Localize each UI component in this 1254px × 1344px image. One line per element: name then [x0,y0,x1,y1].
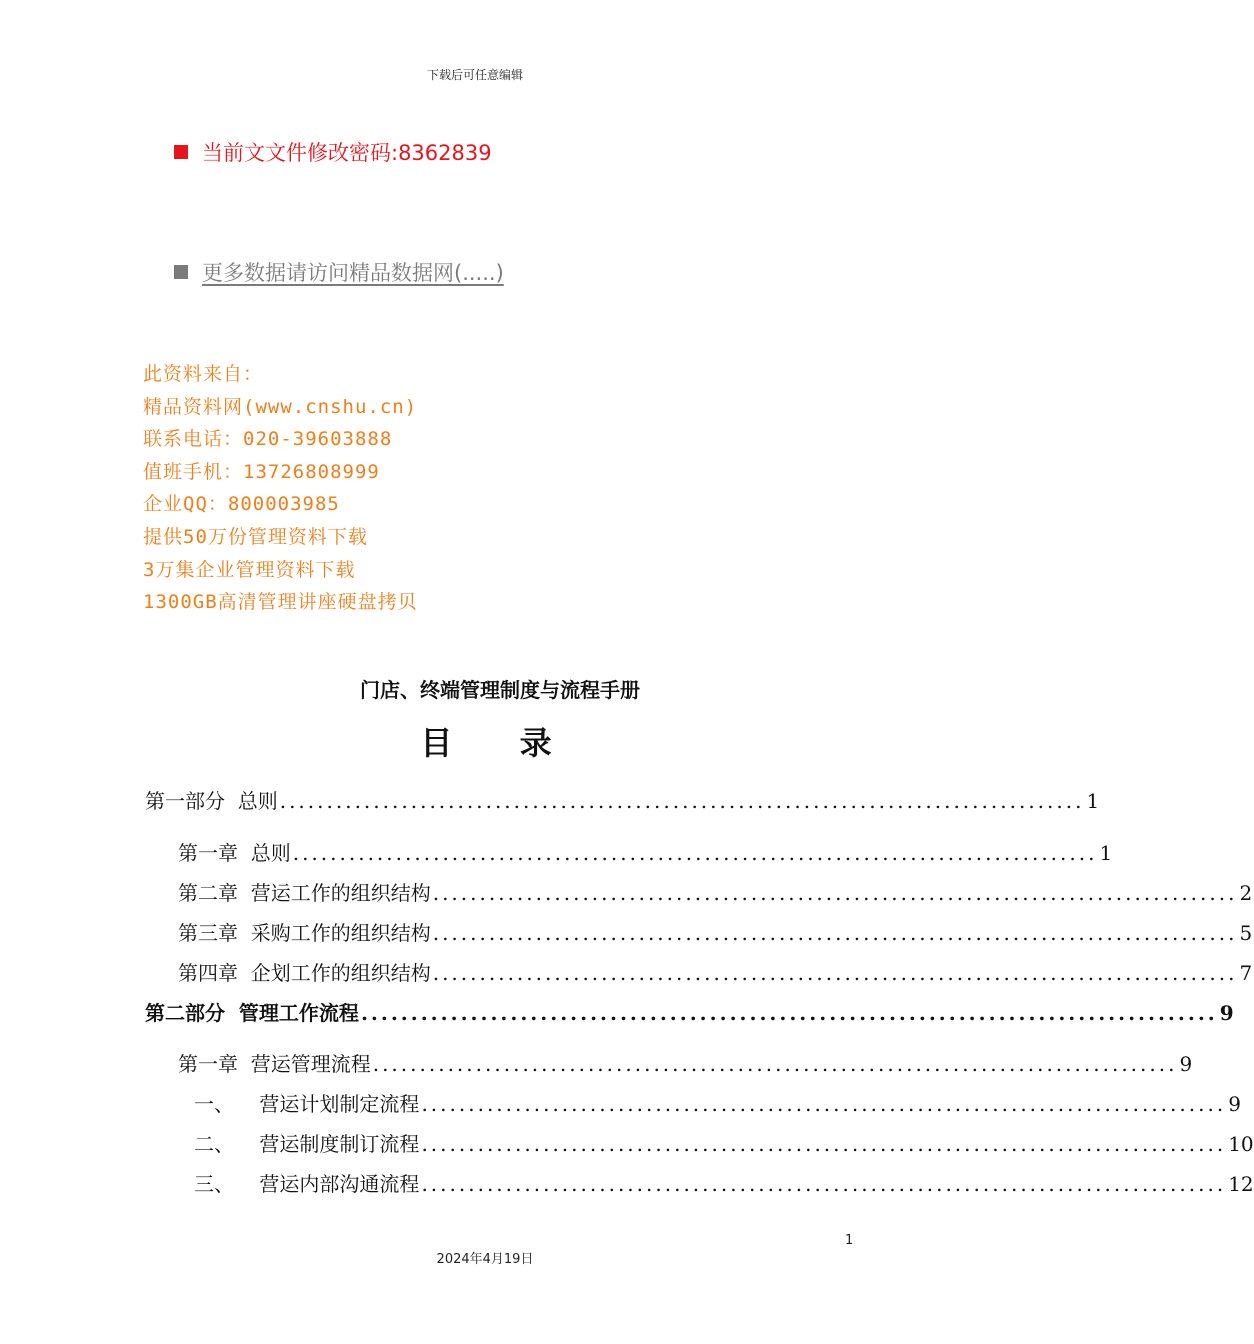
toc-entry[interactable] [194,1128,1254,1157]
toc-entry[interactable] [145,785,1100,814]
toc-entry-leader: ...................................................................................... [360,1001,1218,1025]
toc-entry-page: 1 [1086,789,1100,813]
toc-entry[interactable] [178,1048,1193,1077]
toc-entry-label: 第二部分 管理工作流程 [145,1001,359,1025]
toc-entry-label: 第二章 营运工作的组织结构 [178,881,431,905]
toc-entry-leader: ...................................................................................... [292,841,1098,865]
toc-entry-page: 9 [1179,1052,1193,1076]
toc-entry-leader: ...................................................................................... [432,961,1238,985]
more-data-notice[interactable] [174,257,504,287]
toc-entry[interactable] [194,1168,1254,1197]
toc-entry-page: 7 [1239,961,1253,985]
source-line: 联系电话：020-39603888 [143,428,393,451]
toc-entry[interactable] [178,877,1253,906]
toc-heading: 目 录 [420,724,580,762]
source-info-block [143,358,418,619]
password-notice [174,137,492,167]
toc-entry-label: 第三章 采购工作的组织结构 [178,921,431,945]
toc-entry-leader: ...................................................................................... [421,1092,1227,1116]
toc-entry-page: 2 [1239,881,1253,905]
toc-entry-leader: ...................................................................................... [421,1132,1227,1156]
toc-entry-page: 12 [1228,1172,1254,1196]
source-line: 精品资料网(www.cnshu.cn) [143,395,418,418]
toc-entry-leader: ...................................................................................... [432,921,1238,945]
toc-entry[interactable] [194,1088,1241,1117]
toc-entry-page: 5 [1239,921,1253,945]
password-notice-text: 当前文文件修改密码:8362839 [202,141,492,165]
source-line: 企业QQ：800003985 [143,493,340,516]
toc-entry[interactable] [178,837,1113,866]
toc-entry-page: 9 [1219,1001,1234,1025]
toc-entry[interactable] [178,957,1253,986]
toc-entry[interactable] [145,997,1234,1026]
source-line: 1300GB高清管理讲座硬盘拷贝 [143,591,418,614]
square-bullet-icon [174,145,188,159]
square-bullet-icon [174,265,188,279]
toc-entry-label: 第一部分 总则 [145,789,278,813]
toc-entry-page: 9 [1228,1092,1241,1116]
toc-entry-label: 一、 营运计划制定流程 [194,1092,420,1116]
toc-entry-leader: ...................................................................................... [372,1052,1178,1076]
header-note: 下载后可任意编辑 [426,68,523,82]
toc-entry-label: 三、 营运内部沟通流程 [194,1172,420,1196]
toc-entry-label: 第四章 企划工作的组织结构 [178,961,431,985]
toc-entry[interactable] [178,917,1253,946]
page-number: 1 [845,1233,854,1248]
toc-entry-leader: ...................................................................................... [421,1172,1227,1196]
document-title: 门店、终端管理制度与流程手册 [360,678,640,702]
toc-entry-leader: ...................................................................................... [279,789,1085,813]
source-line: 提供50万份管理资料下载 [143,525,368,548]
source-line: 此资料来自： [143,363,264,385]
toc-entry-page: 10 [1228,1132,1254,1156]
toc-entry-label: 第一章 总则 [178,841,291,865]
footer-date: 2024年4月19日 [436,1252,534,1267]
source-line: 值班手机：13726808999 [143,460,380,483]
toc-entry-leader: ...................................................................................... [432,881,1238,905]
source-line: 3万集企业管理资料下载 [143,558,356,581]
toc-entry-page: 1 [1099,841,1113,865]
toc-entry-label: 二、 营运制度制订流程 [194,1132,420,1156]
toc-entry-label: 第一章 营运管理流程 [178,1052,371,1076]
more-data-link[interactable]: 更多数据请访问精品数据网(.....) [202,261,504,285]
